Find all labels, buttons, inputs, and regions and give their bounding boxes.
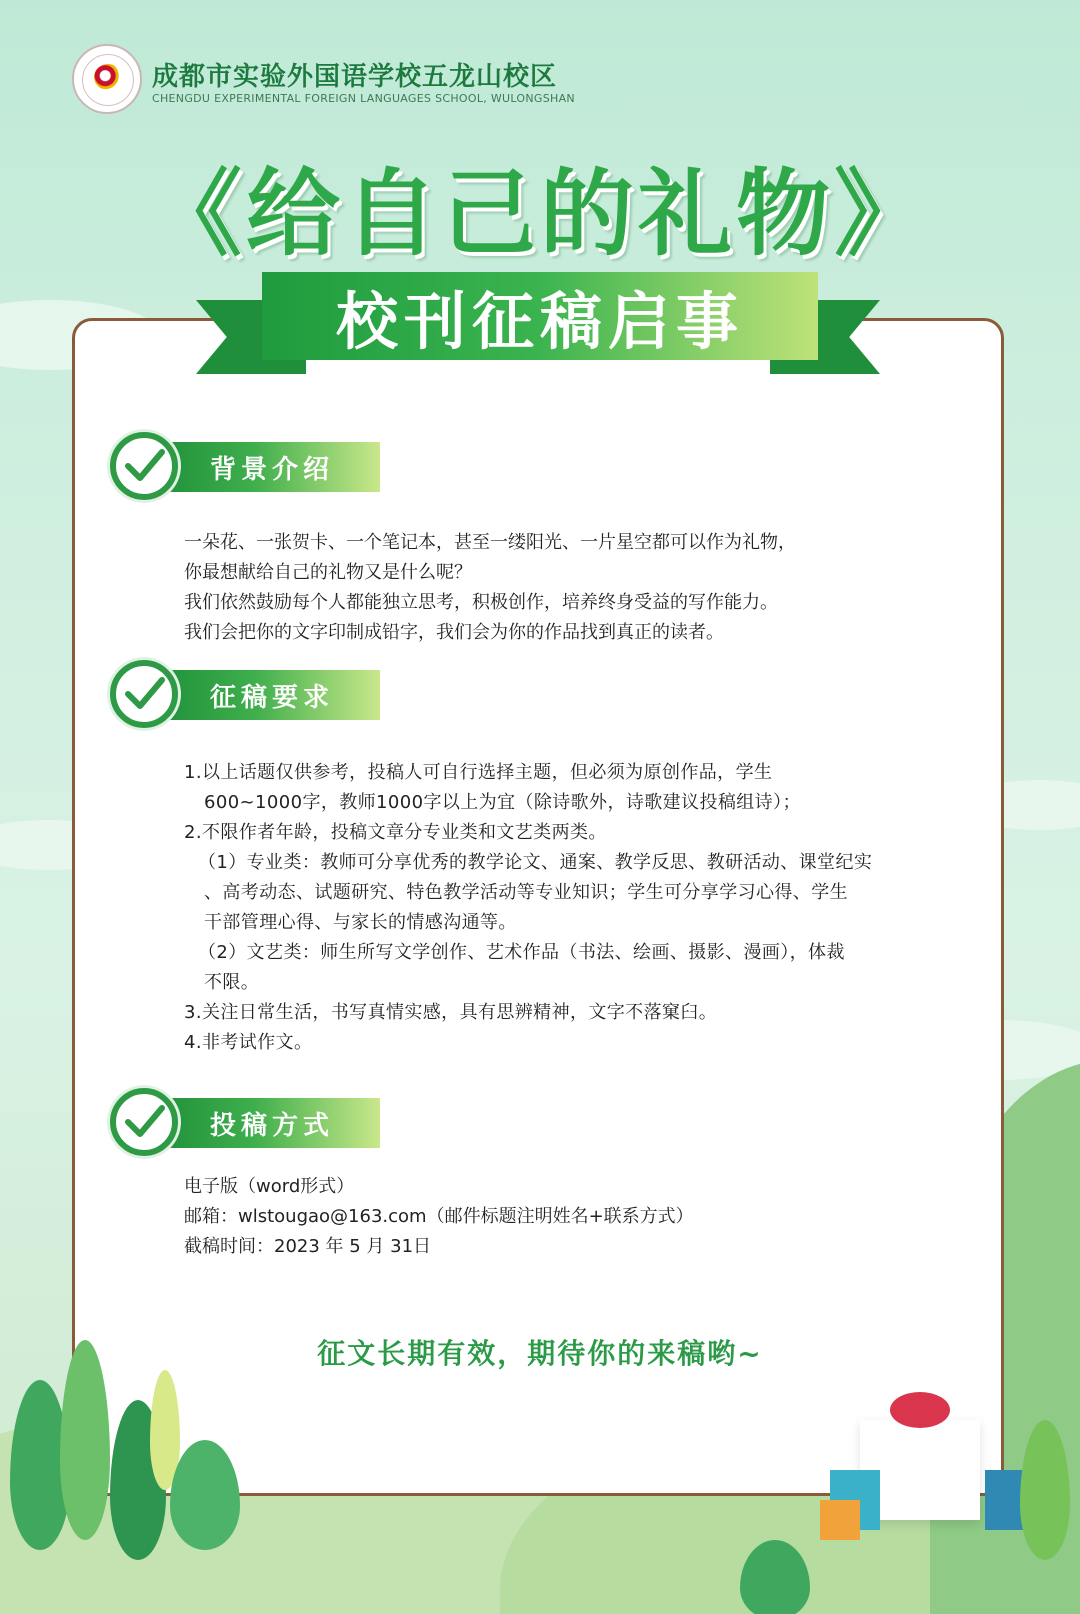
school-name-en: CHENGDU EXPERIMENTAL FOREIGN LANGUAGES SCHOOL, WULONGSHAN [152,92,575,105]
section-heading: 投稿方式 [152,1098,380,1148]
gift-box-decoration [820,1500,860,1540]
text-line: 1.以上话题仅供参考，投稿人可自行选择主题，但必须为原创作品，学生 [184,762,773,783]
background-text [184,528,924,648]
text-line: 3.关注日常生活，书写真情实感，具有思辨精神，文字不落窠臼。 [184,1002,718,1023]
logo-mark-icon [94,64,122,90]
text-line: 你最想献给自己的礼物又是什么呢？ [184,562,472,583]
gift-box-decoration [985,1470,1025,1530]
school-logo [72,44,142,114]
text-line: 我们会把你的文字印制成铅字，我们会为你的作品找到真正的读者。 [184,622,724,643]
text-line: （2）文艺类：师生所写文学创作、艺术作品（书法、绘画、摄影、漫画），体裁 [198,942,845,963]
school-name-cn: 成都市实验外国语学校五龙山校区 [152,62,558,92]
submission-text [184,1172,924,1262]
text-line: （1）专业类：教师可分享优秀的教学论文、通案、教学反思、教研活动、课堂纪实 [198,852,873,873]
text-line: 4.非考试作文。 [184,1032,313,1053]
text-line: 干部管理心得、与家长的情感沟通等。 [204,912,517,933]
text-line: 电子版（word形式） [184,1176,355,1197]
section-header-background [110,432,370,504]
text-line: 2.不限作者年龄，投稿文章分专业类和文艺类两类。 [184,822,607,843]
requirements-text [184,758,924,1058]
section-header-submission [110,1088,370,1160]
section-header-requirements [110,660,370,732]
section-heading: 背景介绍 [152,442,380,492]
gift-bow-decoration [890,1392,950,1428]
text-line: 600~1000字，教师1000字以上为宜（除诗歌外，诗歌建议投稿组诗）； [204,792,801,813]
text-line: 不限。 [204,972,260,993]
text-line: 我们依然鼓励每个人都能独立思考，积极创作，培养终身受益的写作能力。 [184,592,778,613]
checkmark-icon [110,432,178,500]
closing-message: 征文长期有效，期待你的来稿哟~ [317,1337,763,1370]
deadline-line: 截稿时间：2023 年 5 月 31日 [184,1236,432,1257]
poster-title: 《给自己的礼物》 [147,160,932,269]
section-heading: 征稿要求 [152,670,380,720]
checkmark-icon [110,1088,178,1156]
ribbon-banner: 校刊征稿启事 [262,272,818,360]
text-line: 一朵花、一张贺卡、一个笔记本，甚至一缕阳光、一片星空都可以作为礼物， [184,532,796,553]
checkmark-icon [110,660,178,728]
text-line: 、高考动态、试题研究、特色教学活动等专业知识；学生可分享学习心得、学生 [204,882,848,903]
email-line: 邮箱：wlstougao@163.com（邮件标题注明姓名+联系方式） [184,1206,694,1227]
